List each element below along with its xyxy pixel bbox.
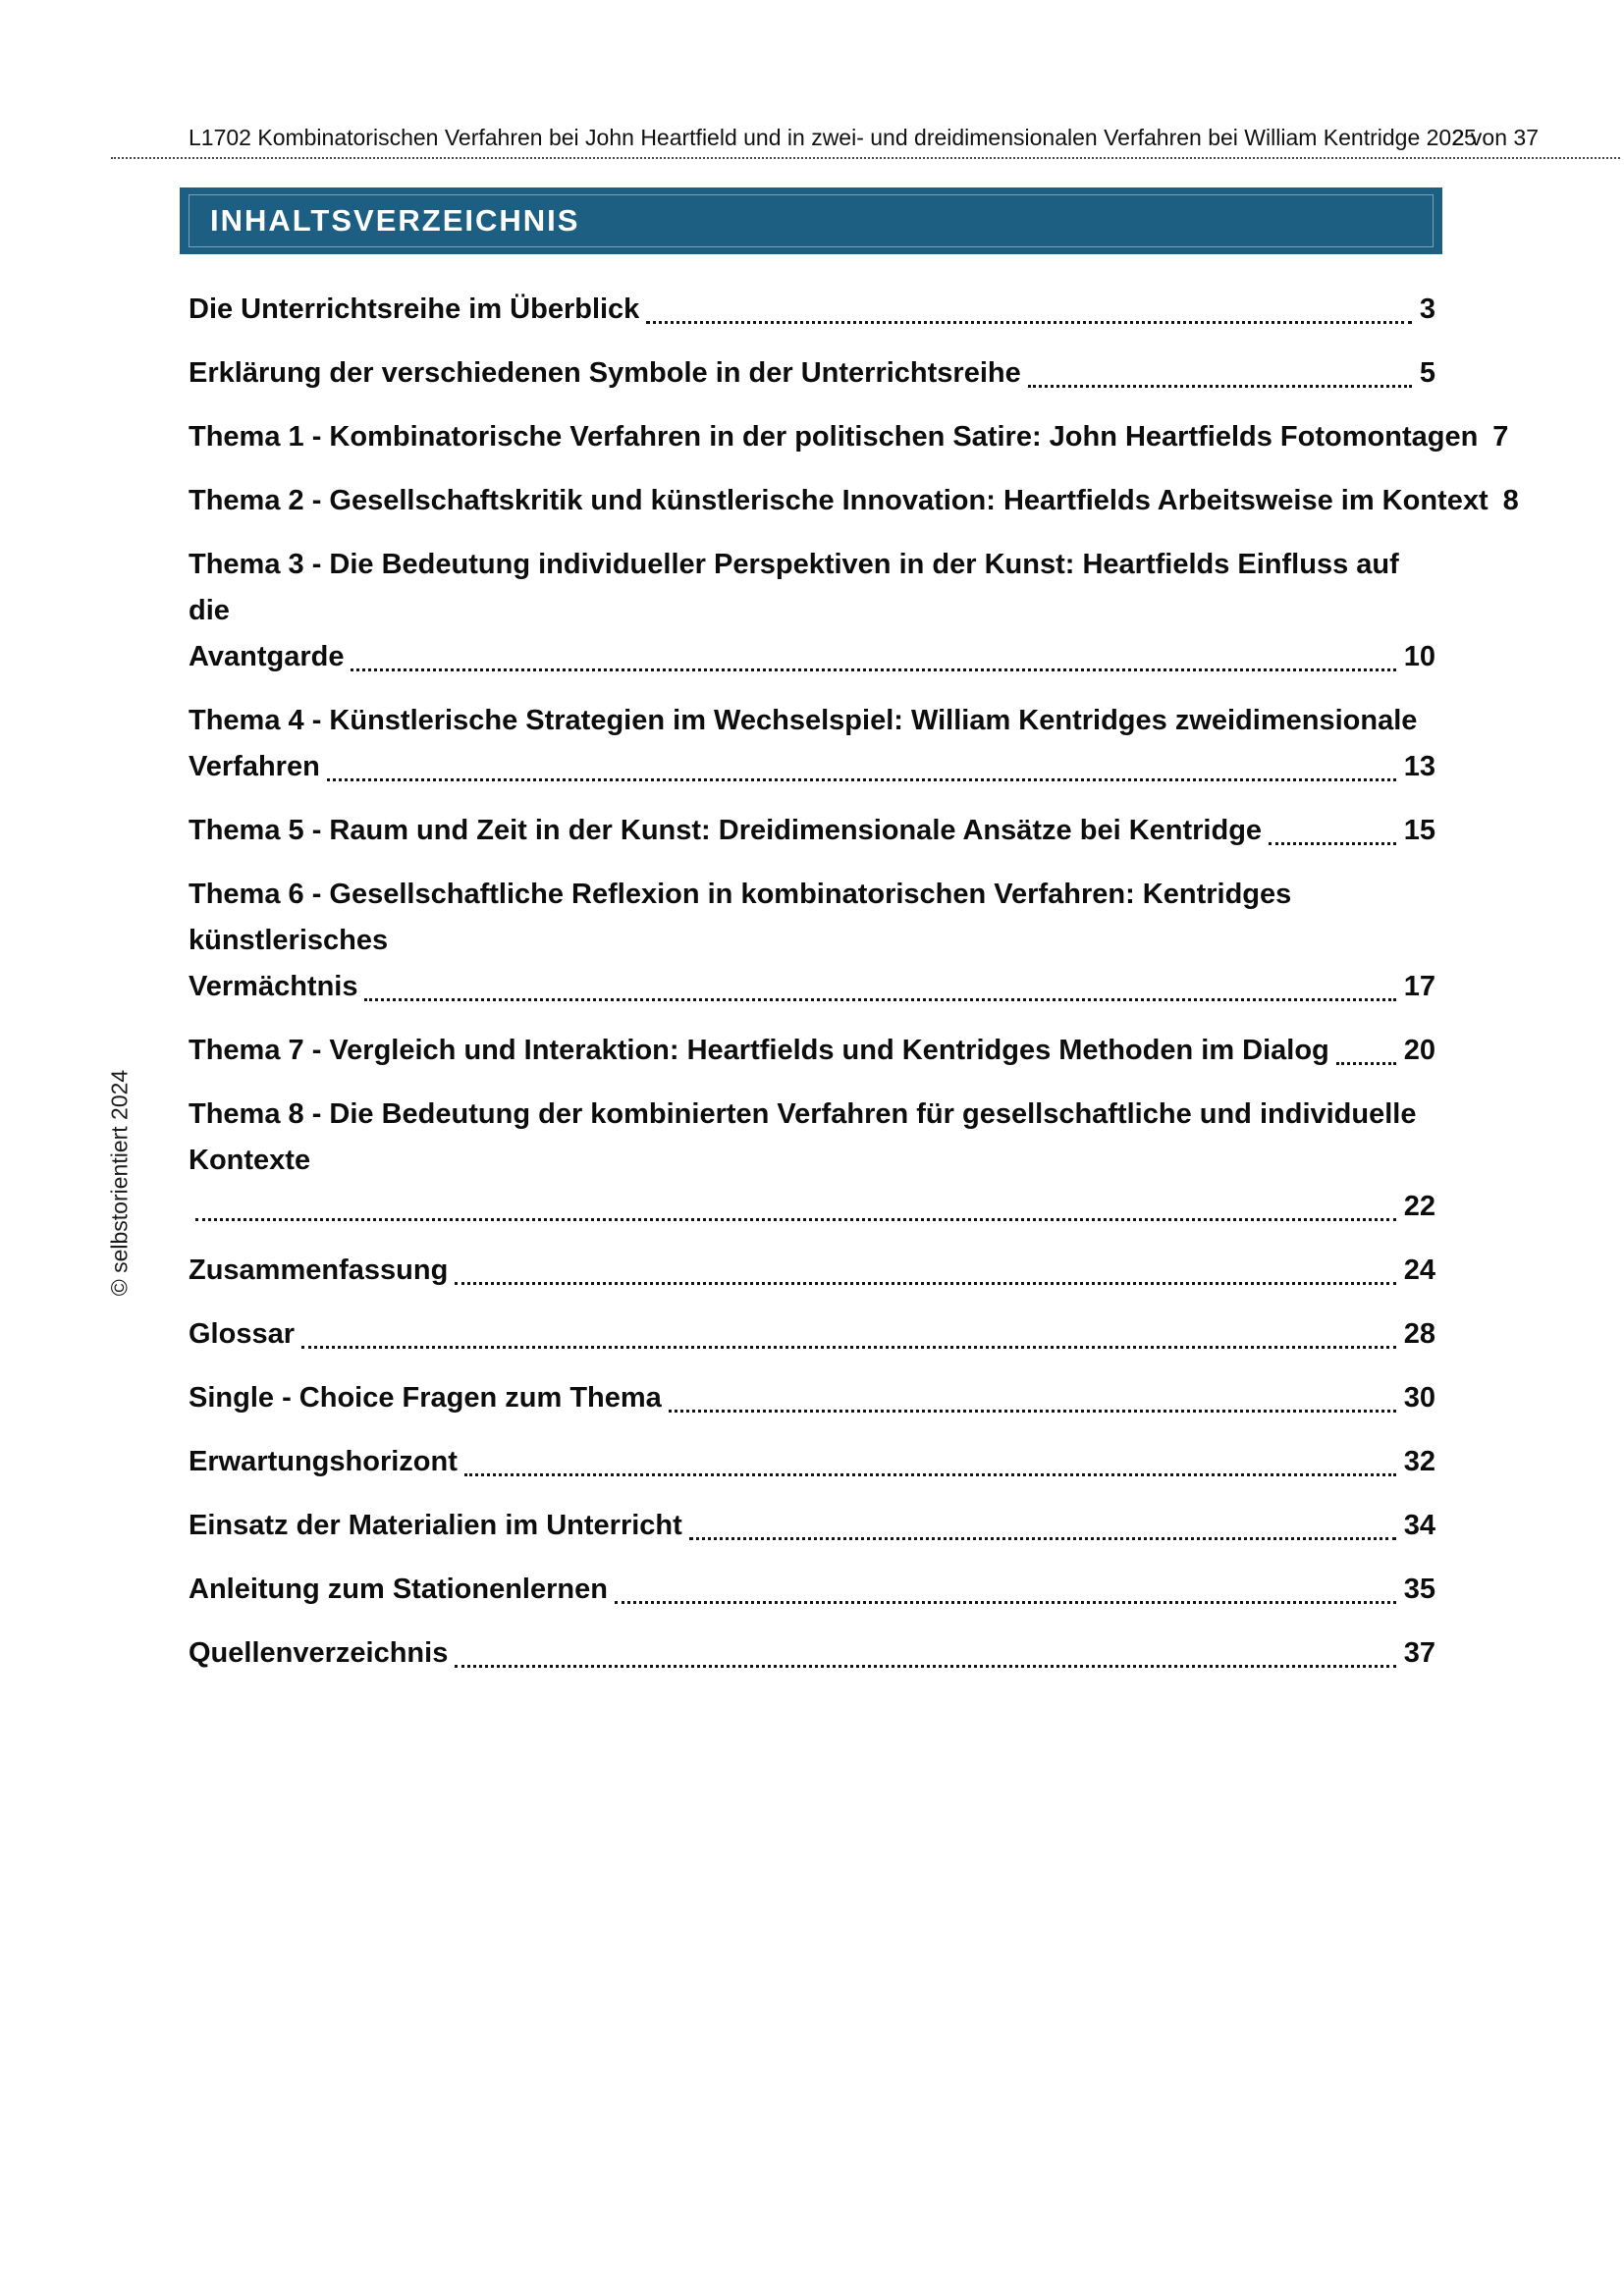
toc-entry [189, 808, 1435, 854]
toc-dot-leader [689, 1503, 1396, 1540]
toc-page-number: 8 [1502, 485, 1519, 516]
toc-list [189, 287, 1519, 1694]
toc-page-number: 5 [1419, 357, 1435, 389]
toc-entry-label: Die Unterrichtsreihe im Überblick [189, 294, 640, 325]
toc-dot-leader [455, 1248, 1395, 1285]
toc-entry-last-line [189, 1567, 1435, 1613]
section-title: INHALTSVERZEICHNIS [210, 203, 580, 238]
running-header-page-indicator: 2 von 37 [1451, 125, 1539, 150]
toc-dot-leader [1028, 350, 1412, 388]
toc-page-number: 22 [1403, 1191, 1435, 1222]
toc-entry-last-line [189, 350, 1435, 397]
toc-page-number: 15 [1403, 815, 1435, 846]
toc-entry-label: Thema 7 - Vergleich und Interaktion: Heartfields und Kentridges Methoden im Dialog [189, 1035, 1329, 1066]
toc-entry [189, 1439, 1435, 1485]
toc-entry-last-line [189, 1439, 1435, 1485]
toc-page-number: 35 [1403, 1574, 1435, 1605]
toc-entry-label: Thema 2 - Gesellschaftskritik und künstlerische Innovation: Heartfields Arbeitsweise im Kontext [189, 485, 1489, 516]
toc-dot-leader [646, 287, 1412, 324]
toc-entry-label: Quellenverzeichnis [189, 1637, 449, 1669]
toc-entry [189, 1248, 1435, 1294]
toc-entry-label: Einsatz der Materialien im Unterricht [189, 1510, 682, 1541]
toc-entry [189, 1630, 1435, 1677]
toc-page-number: 3 [1419, 294, 1435, 325]
toc-entry-label: Vermächtnis [189, 971, 358, 1002]
toc-entry-label: Anleitung zum Stationenlernen [189, 1574, 608, 1605]
toc-entry-last-line [189, 1630, 1435, 1677]
toc-page-number: 37 [1403, 1637, 1435, 1669]
toc-page-number: 13 [1403, 751, 1435, 782]
toc-entry-last-line [189, 1311, 1435, 1358]
toc-entry [189, 478, 1519, 524]
toc-entry [189, 1028, 1435, 1074]
toc-dot-leader [364, 964, 1395, 1001]
toc-entry [189, 287, 1435, 333]
header-rule [111, 157, 1620, 159]
toc-dot-leader [1269, 808, 1396, 845]
toc-entry-label: Thema 5 - Raum und Zeit in der Kunst: Dreidimensionale Ansätze bei Kentridge [189, 815, 1263, 846]
toc-entry [189, 1375, 1435, 1421]
toc-entry-last-line [189, 1503, 1435, 1549]
toc-page-number: 20 [1403, 1035, 1435, 1066]
toc-dot-leader [455, 1630, 1395, 1668]
toc-entry-label: Erwartungshorizont [189, 1446, 458, 1477]
toc-entry-last-line [189, 1028, 1435, 1074]
toc-page-number: 10 [1403, 641, 1435, 672]
toc-page-number: 34 [1403, 1510, 1435, 1541]
toc-entry-label: Zusammenfassung [189, 1255, 449, 1286]
toc-entry-label: Verfahren [189, 751, 320, 782]
toc-dot-leader [351, 634, 1395, 671]
toc-entry-label-line: Thema 4 - Künstlerische Strategien im Wechselspiel: William Kentridges zweidimensionale [189, 705, 1418, 736]
toc-page-number: 30 [1403, 1382, 1435, 1414]
toc-entry-label: Avantgarde [189, 641, 345, 672]
toc-entry-label: Thema 1 - Kombinatorische Verfahren in der politischen Satire: John Heartfields Fotomontagen [189, 421, 1479, 453]
toc-entry [189, 1503, 1435, 1549]
toc-entry [189, 350, 1435, 397]
toc-entry-label-line: Thema 3 - Die Bedeutung individueller Perspektiven in der Kunst: Heartfields Einfluss auf die [189, 549, 1399, 626]
toc-entry-last-line [189, 1184, 1435, 1230]
toc-entry-last-line [189, 634, 1435, 680]
toc-entry-last-line [189, 287, 1435, 333]
toc-entry [189, 414, 1509, 460]
toc-page-number: 32 [1403, 1446, 1435, 1477]
toc-entry [189, 542, 1435, 680]
toc-entry [189, 872, 1435, 1010]
toc-entry [189, 1567, 1435, 1613]
toc-page-number: 28 [1403, 1318, 1435, 1350]
toc-entry-last-line [189, 808, 1435, 854]
toc-dot-leader [301, 1311, 1396, 1349]
toc-page-number: 24 [1403, 1255, 1435, 1286]
toc-dot-leader [464, 1439, 1396, 1476]
toc-entry [189, 1311, 1435, 1358]
toc-entry-label: Glossar [189, 1318, 295, 1350]
toc-entry [189, 698, 1435, 790]
toc-dot-leader [615, 1567, 1396, 1604]
section-title-bar [180, 187, 1442, 254]
toc-dot-leader [195, 1184, 1396, 1221]
toc-page-number: 17 [1403, 971, 1435, 1002]
toc-entry-label-line: Thema 6 - Gesellschaftliche Reflexion in kombinatorischen Verfahren: Kentridges künstlerisches [189, 879, 1292, 956]
toc-dot-leader [669, 1375, 1396, 1413]
running-header-title: L1702 Kombinatorischen Verfahren bei John Heartfield und in zwei- und dreidimensionalen Verfahren bei William Kentridge 2025 [189, 125, 1477, 150]
toc-dot-leader [327, 744, 1396, 781]
toc-dot-leader [1336, 1028, 1396, 1065]
toc-entry-label-line: Thema 8 - Die Bedeutung der kombinierten Verfahren für gesellschaftliche und individuelle Kontexte [189, 1098, 1417, 1176]
toc-entry-last-line [189, 744, 1435, 790]
toc-entry-last-line [189, 1375, 1435, 1421]
toc-entry-last-line [189, 964, 1435, 1010]
vertical-copyright: © selbstorientiert 2024 [106, 1069, 133, 1297]
toc-entry-label: Erklärung der verschiedenen Symbole in der Unterrichtsreihe [189, 357, 1021, 389]
toc-entry [189, 1092, 1435, 1230]
toc-entry-label: Single - Choice Fragen zum Thema [189, 1382, 662, 1414]
toc-entry-last-line [189, 478, 1519, 524]
toc-entry-last-line [189, 414, 1509, 460]
toc-entry-last-line [189, 1248, 1435, 1294]
toc-page-number: 7 [1492, 421, 1509, 453]
